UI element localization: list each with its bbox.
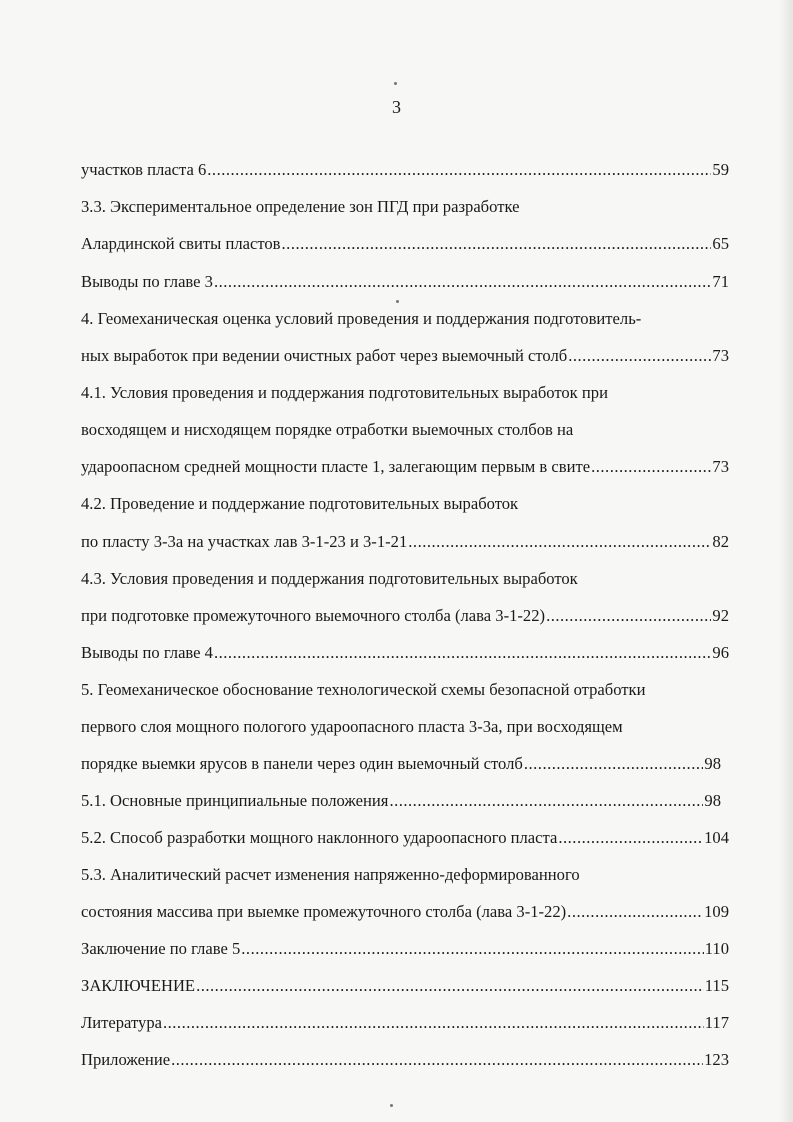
toc-leader [163, 1011, 704, 1035]
toc-entry-title: Алардинской свиты пластов [81, 234, 281, 253]
toc-entry[interactable] [81, 678, 646, 702]
toc-entry-title: состояния массива при выемке промежуточного столба (лава 3-1-22) [81, 902, 567, 921]
toc-entry-page: 73 [712, 457, 729, 476]
toc-leader [389, 789, 703, 813]
toc-entry-page: 92 [712, 606, 729, 625]
toc-entry-page: 65 [712, 234, 729, 253]
toc-leader [567, 900, 703, 924]
toc-entry-title: 5.2. Способ разработки мощного наклонного удароопасного пласта [81, 828, 558, 847]
scan-edge-shadow [779, 0, 793, 1122]
toc-leader [408, 530, 711, 554]
toc-entry[interactable] [81, 715, 623, 739]
toc-entry-title: при подготовке промежуточного выемочного столба (лава 3-1-22) [81, 606, 546, 625]
toc-entry-title: ных выработок при ведении очистных работ через выемочный столб [81, 346, 568, 365]
toc-entry-title: участков пласта 6 [81, 160, 207, 179]
toc-entry-page: 110 [704, 939, 729, 958]
toc-entry[interactable] [81, 344, 729, 368]
toc-entry[interactable] [81, 195, 519, 219]
toc-entry-title: ЗАКЛЮЧЕНИЕ [81, 976, 196, 995]
toc-leader [524, 752, 704, 776]
toc-entry[interactable] [81, 900, 729, 924]
toc-entry[interactable] [81, 232, 729, 256]
toc-entry-title: Литература [81, 1013, 162, 1032]
toc-entry[interactable] [81, 789, 721, 813]
toc-entry-title: по пласту 3-3а на участках лав 3-1-23 и 3-1-21 [81, 532, 408, 551]
scan-speck [394, 82, 397, 85]
toc-entry-title: 4.3. Условия проведения и поддержания подготовительных выработок [81, 569, 578, 588]
toc-entry-title: удароопасном средней мощности пласте 1, залегающим первым в свите [81, 457, 591, 476]
toc-entry-title: 4.1. Условия проведения и поддержания подготовительных выработок при [81, 383, 608, 402]
toc-entry[interactable] [81, 937, 729, 961]
toc-entry-page: 115 [704, 976, 729, 995]
toc-entry-title: 5.3. Аналитический расчет изменения напряженно-деформированного [81, 865, 580, 884]
toc-leader [546, 604, 711, 628]
page-number: 3 [392, 97, 401, 117]
toc-leader [558, 826, 703, 850]
toc-entry[interactable] [81, 381, 608, 405]
toc-leader [214, 270, 711, 294]
toc-entry-title: Выводы по главе 3 [81, 272, 213, 291]
toc-entry-page: 117 [704, 1013, 729, 1032]
toc-entry[interactable] [81, 974, 729, 998]
toc-entry-title: Заключение по главе 5 [81, 939, 241, 958]
toc-entry-title: Выводы по главе 4 [81, 643, 213, 662]
toc-entry-title: 3.3. Экспериментальное определение зон ПГД при разработке [81, 197, 520, 216]
toc-entry-page: 96 [712, 643, 729, 662]
toc-entry[interactable] [81, 863, 580, 887]
toc-leader [591, 455, 711, 479]
toc-entry-page: 104 [704, 828, 729, 847]
toc-entry[interactable] [81, 1048, 729, 1072]
toc-entry[interactable] [81, 752, 721, 776]
toc-entry-title: 5. Геомеханическое обоснование технологической схемы безопасной отработки [81, 680, 646, 699]
toc-entry[interactable] [81, 641, 729, 665]
toc-entry[interactable] [81, 158, 729, 182]
toc-entry-page: 109 [704, 902, 729, 921]
toc-entry-title: 4.2. Проведение и поддержание подготовительных выработок [81, 494, 519, 513]
toc-entry[interactable] [81, 826, 729, 850]
toc-entry-page: 73 [712, 346, 729, 365]
toc-entry-page: 82 [712, 532, 729, 551]
toc-entry-title: порядке выемки ярусов в панели через один выемочный столб [81, 754, 523, 773]
toc-leader [241, 937, 703, 961]
toc-entry-title: 4. Геомеханическая оценка условий проведения и поддержания подготовитель- [81, 309, 642, 328]
toc-entry-page: 98 [704, 791, 721, 810]
toc-entry[interactable] [81, 455, 729, 479]
toc-entry[interactable] [81, 530, 729, 554]
toc-entry-page: 59 [712, 160, 729, 179]
toc-leader [196, 974, 704, 998]
toc-entry-title: восходящем и нисходящем порядке отработки выемочных столбов на [81, 420, 574, 439]
toc-entry[interactable] [81, 418, 573, 442]
toc-entry-page: 123 [704, 1050, 729, 1069]
toc-entry[interactable] [81, 1011, 729, 1035]
toc-leader [282, 232, 712, 256]
toc-entry-title: первого слоя мощного пологого удароопасного пласта 3-3а, при восходящем [81, 717, 623, 736]
toc-leader [207, 158, 711, 182]
toc-leader [171, 1048, 703, 1072]
toc-entry-title: 5.1. Основные принципиальные положения [81, 791, 389, 810]
toc-entry[interactable] [81, 492, 518, 516]
toc-entry-page: 98 [704, 754, 721, 773]
toc-entry-page: 71 [712, 272, 729, 291]
toc-leader [214, 641, 711, 665]
toc-entry[interactable] [81, 567, 578, 591]
toc-entry-title: Приложение [81, 1050, 171, 1069]
toc-entry[interactable] [81, 307, 641, 331]
toc-entry[interactable] [81, 270, 729, 294]
scan-speck [390, 1104, 393, 1107]
scan-speck [396, 300, 399, 303]
toc-leader [568, 344, 711, 368]
toc-entry[interactable] [81, 604, 729, 628]
